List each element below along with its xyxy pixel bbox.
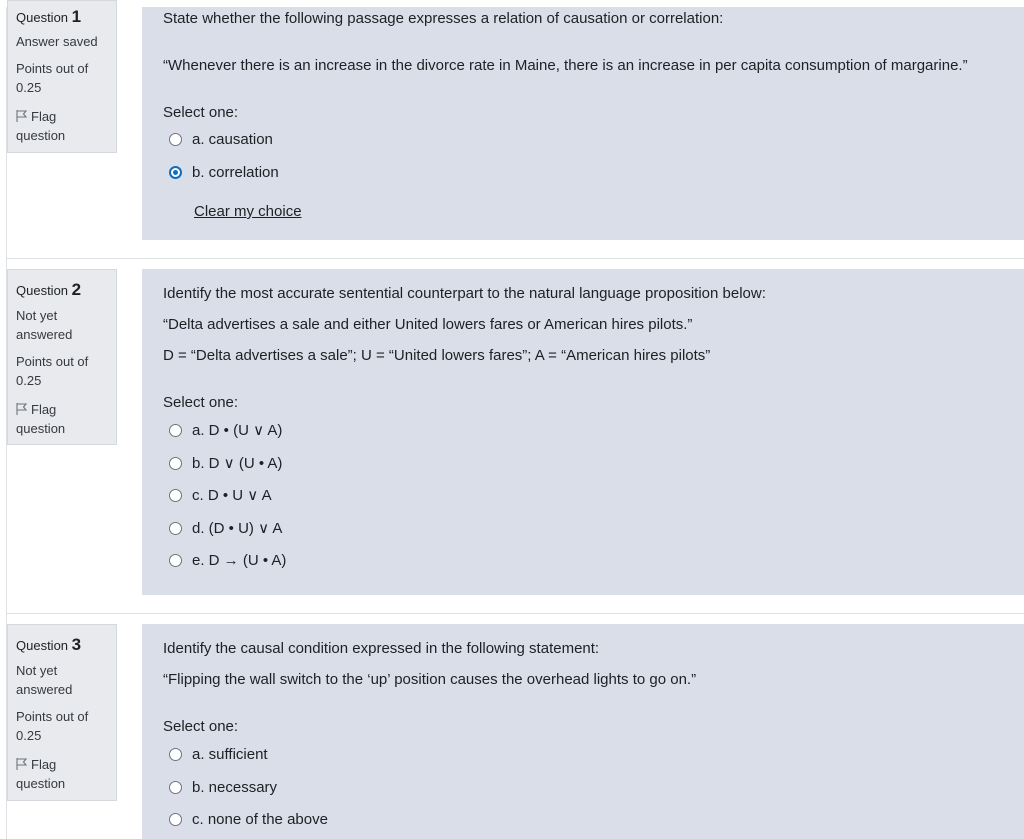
- radio-unchecked-icon[interactable]: [169, 813, 182, 826]
- question-3-flag-label: Flag: [31, 757, 57, 772]
- question-2-quote: “Delta advertises a sale and either United lowers fares or American hires pilots.”: [163, 316, 693, 333]
- question-3-option-a-label: a. sufficient: [192, 746, 268, 763]
- question-1-info: [7, 0, 117, 153]
- question-2-points-label: Points out of: [16, 354, 89, 369]
- question-2-flag-button[interactable]: [16, 400, 56, 419]
- question-3-option-b[interactable]: [169, 779, 277, 796]
- question-1-points: 0.25: [16, 80, 42, 95]
- question-2-points: 0.25: [16, 373, 42, 388]
- question-2-option-c[interactable]: [169, 486, 272, 504]
- question-3-prompt: Identify the causal condition expressed in the following statement:: [163, 640, 600, 657]
- question-1-title: Question 1: [16, 7, 82, 26]
- question-2-option-a[interactable]: [169, 421, 282, 439]
- question-1-option-a[interactable]: [169, 131, 273, 148]
- question-3-select-label: Select one:: [163, 718, 239, 735]
- flag-icon: [16, 758, 28, 770]
- question-1-flag-button[interactable]: [16, 107, 56, 126]
- radio-unchecked-icon[interactable]: [169, 133, 182, 146]
- question-2-option-e[interactable]: [169, 552, 286, 569]
- radio-unchecked-icon[interactable]: [169, 748, 182, 761]
- question-2-option-d[interactable]: [169, 519, 282, 537]
- question-3-flag-button[interactable]: [16, 755, 56, 774]
- question-1-prompt: State whether the following passage expresses a relation of causation or correlation:: [163, 10, 724, 27]
- question-2-title: Question 2: [16, 280, 82, 299]
- clear-my-choice-link[interactable]: Clear my choice: [194, 203, 302, 220]
- question-2-status-1: Not yet: [16, 308, 58, 323]
- question-3-info: [7, 624, 117, 801]
- question-3-points: 0.25: [16, 728, 42, 743]
- question-3-option-c[interactable]: [169, 811, 328, 828]
- radio-unchecked-icon[interactable]: [169, 781, 182, 794]
- question-3-option-a[interactable]: [169, 746, 268, 763]
- question-3-content: [142, 624, 1024, 839]
- radio-unchecked-icon[interactable]: [169, 457, 182, 470]
- question-2-option-c-label: c. D • U ∨ A: [192, 487, 272, 504]
- question-2-option-d-label: d. (D • U) ∨ A: [192, 520, 283, 537]
- question-3-quote: “Flipping the wall switch to the ‘up’ position causes the overhead lights to go on.”: [163, 671, 697, 688]
- question-3-option-b-label: b. necessary: [192, 779, 278, 796]
- question-2: [0, 258, 1024, 613]
- question-3-status-2: answered: [16, 682, 73, 697]
- question-1-option-b[interactable]: [169, 164, 279, 181]
- radio-unchecked-icon[interactable]: [169, 554, 182, 567]
- question-2-option-e-label: e. D → (U • A): [192, 552, 287, 569]
- question-1-status: Answer saved: [16, 34, 98, 49]
- radio-unchecked-icon[interactable]: [169, 489, 182, 502]
- flag-icon: [16, 403, 28, 415]
- question-3-title: Question 3: [16, 635, 82, 654]
- question-3-status-1: Not yet: [16, 663, 58, 678]
- flag-icon: [16, 110, 28, 122]
- question-1-points-label: Points out of: [16, 61, 89, 76]
- question-3-option-c-label: c. none of the above: [192, 811, 328, 828]
- question-3-flag-label-2: question: [16, 776, 66, 791]
- question-2-option-b[interactable]: [169, 454, 282, 472]
- question-2-key: D = “Delta advertises a sale”; U = “United lowers fares”; A = “American hires pilots”: [163, 347, 711, 364]
- radio-unchecked-icon[interactable]: [169, 424, 182, 437]
- question-1-quote: “Whenever there is an increase in the divorce rate in Maine, there is an increase in per capita consumption of margarine.”: [163, 57, 968, 74]
- question-2-select-label: Select one:: [163, 394, 239, 411]
- question-3-points-label: Points out of: [16, 709, 89, 724]
- radio-checked-icon[interactable]: [169, 166, 182, 179]
- question-2-prompt: Identify the most accurate sentential counterpart to the natural language proposition below:: [163, 285, 766, 302]
- question-1-select-label: Select one:: [163, 104, 239, 121]
- question-2-flag-label-2: question: [16, 421, 66, 436]
- question-1-option-b-label: b. correlation: [192, 164, 279, 181]
- question-2-status-2: answered: [16, 327, 73, 342]
- question-1-option-a-label: a. causation: [192, 131, 273, 148]
- question-2-option-a-label: a. D • (U ∨ A): [192, 422, 283, 439]
- question-2-content: [142, 269, 1024, 595]
- question-1: [0, 0, 1024, 258]
- question-2-info: [7, 269, 117, 445]
- question-2-flag-label: Flag: [31, 402, 57, 417]
- radio-unchecked-icon[interactable]: [169, 522, 182, 535]
- question-1-flag-label: Flag: [31, 109, 57, 124]
- question-1-content: [142, 7, 1024, 240]
- question-3: [0, 613, 1024, 839]
- question-1-flag-label-2: question: [16, 128, 66, 143]
- question-2-option-b-label: b. D ∨ (U • A): [192, 455, 283, 472]
